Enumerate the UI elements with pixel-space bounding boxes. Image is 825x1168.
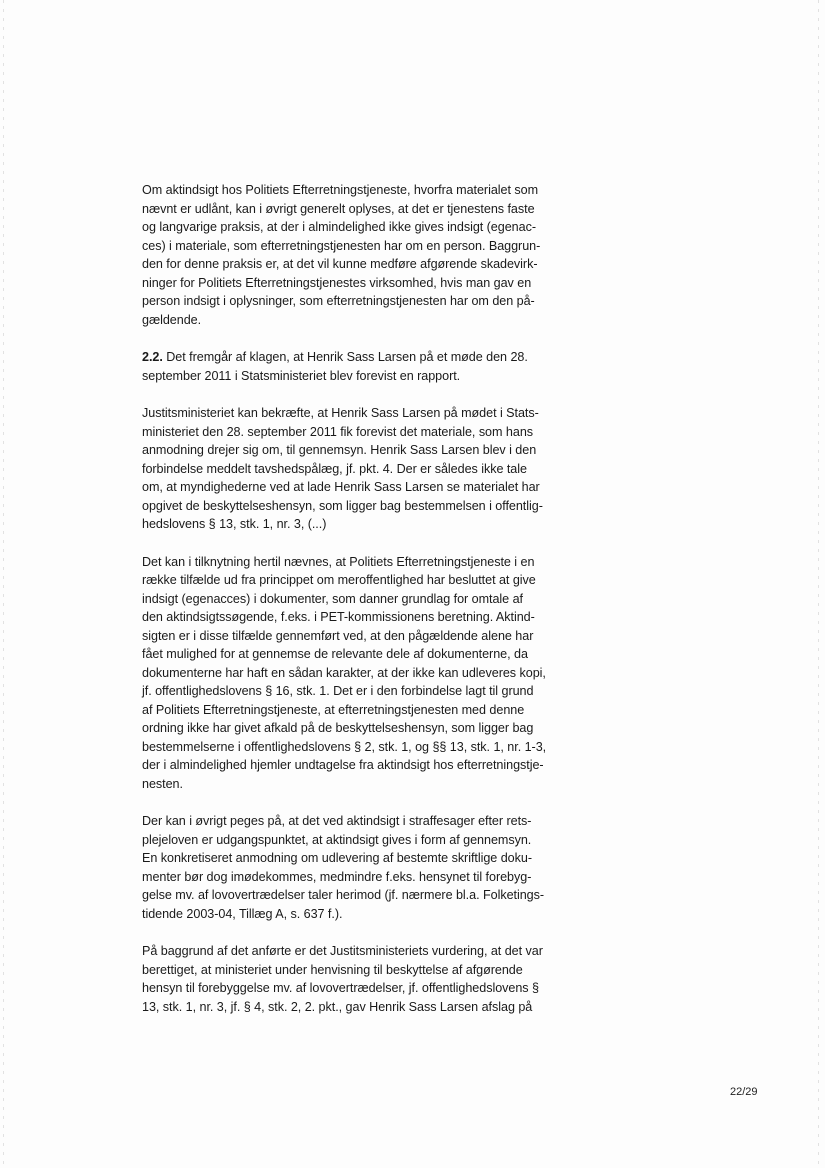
text-line: og langvarige praksis, at der i almindelighed ikke gives indsigt (egenac- bbox=[142, 220, 536, 234]
text-line: den for denne praksis er, at det vil kunne medføre afgørende skadevirk- bbox=[142, 257, 538, 271]
text-line: Det kan i tilknytning hertil nævnes, at Politiets Efterretningstjeneste i en bbox=[142, 554, 535, 569]
text-line bbox=[142, 348, 565, 367]
text-line: den aktindsigtssøgende, f.eks. i PET-kommissionens beretning. Aktind- bbox=[142, 610, 535, 624]
text-line: En konkretiseret anmodning om udlevering af bestemte skriftlige doku- bbox=[142, 851, 532, 865]
text-line: hedslovens § 13, stk. 1, nr. 3, (...) bbox=[142, 517, 327, 531]
text-line: Om aktindsigt hos Politiets Efterretningstjeneste, hvorfra materialet som bbox=[142, 183, 539, 197]
text-line: dokumenterne har haft en sådan karakter, at der ikke kan udleveres kopi, bbox=[142, 665, 546, 680]
paragraph-pet-access-practice bbox=[142, 181, 565, 329]
paragraph-conclusion bbox=[142, 942, 565, 1016]
text-line: På baggrund af det anførte er det Justitsministeriets vurdering, at det var bbox=[142, 944, 543, 958]
paragraph-pet-egenacces bbox=[142, 553, 565, 794]
text-line: opgivet de beskyttelseshensyn, som ligger bag bestemmelsen i offentlig- bbox=[142, 498, 543, 513]
text-line: Der kan i øvrigt peges på, at det ved aktindsigt i straffesager efter rets- bbox=[142, 814, 532, 828]
paragraph-section-2-2 bbox=[142, 348, 565, 385]
section-first-line: Det fremgår af klagen, at Henrik Sass Larsen på et møde den 28. bbox=[162, 350, 528, 364]
text-line: af Politiets Efterretningstjeneste, at efterretningstjenesten med denne bbox=[142, 702, 525, 717]
paragraph-criminal-cases bbox=[142, 812, 565, 923]
text-line: Justitsministeriet kan bekræfte, at Henrik Sass Larsen på mødet i Stats- bbox=[142, 406, 539, 420]
text-line: berettiget, at ministeriet under henvisning til beskyttelse af afgørende bbox=[142, 962, 523, 977]
text-line: jf. offentlighedslovens § 16, stk. 1. Det er i den forbindelse lagt til grund bbox=[142, 684, 534, 698]
text-line: bestemmelserne i offentlighedslovens § 2, stk. 1, og §§ 13, stk. 1, nr. 1-3, bbox=[142, 739, 547, 754]
text-line: fået mulighed for at gennemse de relevante dele af dokumenterne, da bbox=[142, 647, 528, 661]
text-line: ces) i materiale, som efterretningstjenesten har om en person. Baggrun- bbox=[142, 238, 541, 253]
text-line: gældende. bbox=[142, 312, 202, 327]
text-line: nævnt er udlånt, kan i øvrigt generelt oplyses, at det er tjenestens faste bbox=[142, 201, 535, 216]
text-line: september 2011 i Statsministeriet blev forevist en rapport. bbox=[142, 368, 461, 383]
text-line: person indsigt i oplysninger, som efterretningstjenesten har om den på- bbox=[142, 294, 535, 308]
text-line: gelse mv. af lovovertrædelser taler herimod (jf. nærmere bl.a. Folketings- bbox=[142, 888, 545, 902]
scan-edge-left bbox=[3, 0, 4, 1168]
text-line: 13, stk. 1, nr. 3, jf. § 4, stk. 2, 2. pkt., gav Henrik Sass Larsen afslag på bbox=[142, 999, 533, 1014]
text-line: hensyn til forebyggelse mv. af lovovertrædelser, jf. offentlighedslovens § bbox=[142, 981, 539, 995]
scan-edge-right bbox=[818, 0, 819, 1168]
text-line: sigten er i disse tilfælde gennemført ved, at den pågældende alene har bbox=[142, 628, 534, 643]
document-body bbox=[142, 181, 565, 1016]
text-line: der i almindelighed hjemler undtagelse fra aktindsigt hos efterretningstje- bbox=[142, 758, 544, 772]
text-line: nesten. bbox=[142, 776, 183, 791]
text-line: indsigt (egenacces) i dokumenter, som danner grundlag for omtale af bbox=[142, 591, 523, 606]
section-number: 2.2. bbox=[142, 350, 163, 364]
text-line: forbindelse meddelt tavshedspålæg, jf. pkt. 4. Der er således ikke tale bbox=[142, 461, 527, 476]
text-line: ordning ikke har givet afkald på de beskyttelseshensyn, som ligger bag bbox=[142, 721, 534, 735]
text-line: anmodning drejer sig om, til gennemsyn. Henrik Sass Larsen blev i den bbox=[142, 443, 537, 457]
text-line: ninger for Politiets Efterretningstjenestes virksomhed, hvis man gav en bbox=[142, 275, 532, 290]
text-line: plejeloven er udgangspunktet, at aktindsigt gives i form af gennemsyn. bbox=[142, 832, 532, 847]
text-line: ministeriet den 28. september 2011 fik forevist det materiale, som hans bbox=[142, 424, 534, 439]
text-line: række tilfælde ud fra princippet om meroffentlighed har besluttet at give bbox=[142, 573, 536, 587]
paragraph-ministry-confirmation bbox=[142, 404, 565, 534]
text-line: om, at myndighederne ved at lade Henrik Sass Larsen se materialet har bbox=[142, 480, 540, 494]
text-line: tidende 2003-04, Tillæg A, s. 637 f.). bbox=[142, 906, 343, 921]
page-number: 22/29 bbox=[730, 1086, 758, 1098]
text-line: menter bør dog imødekommes, medmindre f.eks. hensynet til forebyg- bbox=[142, 869, 532, 884]
